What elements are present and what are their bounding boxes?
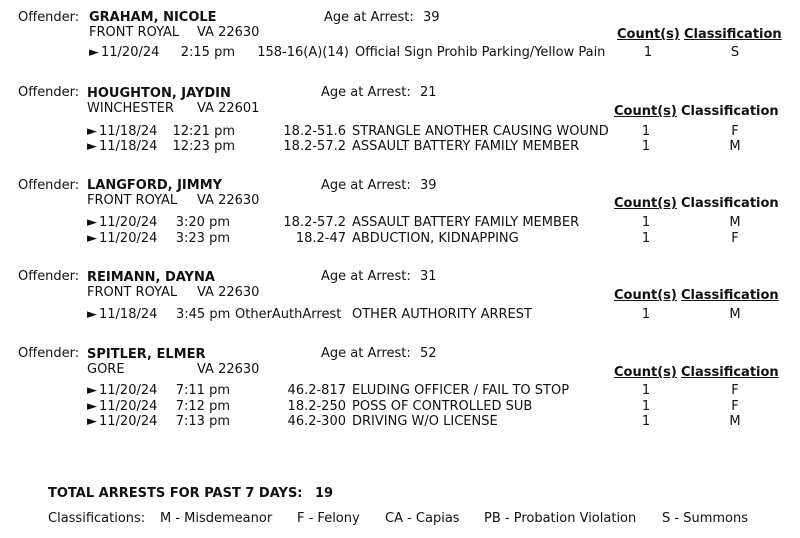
- charge-time: 3:23 pm: [175, 231, 230, 246]
- charge-date: 11/20/24: [99, 399, 158, 414]
- charge-classification: M: [729, 139, 741, 154]
- charge-counts: 1: [641, 215, 651, 230]
- charge-time: 3:20 pm: [175, 215, 230, 230]
- charge-date: 11/20/24: [101, 45, 160, 60]
- legend-item: F - Felony: [297, 511, 360, 526]
- offender-city: FRONT ROYAL: [87, 285, 178, 300]
- charge-date: 11/18/24: [99, 124, 158, 139]
- age-label: Age at Arrest:: [321, 85, 411, 100]
- charge-counts: 1: [641, 139, 651, 154]
- offender-name: REIMANN, DAYNA: [87, 270, 215, 285]
- arrow-icon: ►: [87, 307, 97, 322]
- offender-state-zip: VA 22601: [197, 101, 260, 116]
- charge-description: ASSAULT BATTERY FAMILY MEMBER: [352, 139, 580, 154]
- offender-city: WINCHESTER: [87, 101, 174, 116]
- legend-item: S - Summons: [662, 511, 748, 526]
- charge-description: DRIVING W/O LICENSE: [352, 414, 498, 429]
- charge-classification: F: [731, 399, 739, 414]
- classification-header: Classification: [681, 104, 779, 119]
- age-label: Age at Arrest:: [321, 269, 411, 284]
- charge-counts: 1: [641, 414, 651, 429]
- offender-label: Offender:: [18, 178, 80, 193]
- totals-value: 19: [315, 486, 334, 501]
- charge-code: 18.2-250: [287, 399, 346, 414]
- offender-label: Offender:: [18, 10, 80, 25]
- offender-label: Offender:: [18, 269, 80, 284]
- charge-description: POSS OF CONTROLLED SUB: [352, 399, 533, 414]
- charge-code: 18.2-47: [295, 231, 346, 246]
- charge-time: 7:11 pm: [175, 383, 230, 398]
- charge-classification: M: [729, 215, 741, 230]
- charge-classification: F: [731, 124, 739, 139]
- charge-time: 7:13 pm: [175, 414, 230, 429]
- charge-date: 11/20/24: [99, 383, 158, 398]
- offender-city: GORE: [87, 362, 125, 377]
- arrow-icon: ►: [89, 45, 99, 60]
- charge-time: 12:21 pm: [172, 124, 235, 139]
- charge-time: 3:45 pm: [176, 307, 231, 322]
- counts-header: Count(s): [614, 365, 677, 380]
- charge-date: 11/20/24: [99, 414, 158, 429]
- charge-date: 11/20/24: [99, 215, 158, 230]
- charge-description: ASSAULT BATTERY FAMILY MEMBER: [352, 215, 580, 230]
- charge-description: STRANGLE ANOTHER CAUSING WOUND: [352, 124, 609, 139]
- offender-city: FRONT ROYAL: [89, 25, 180, 40]
- charge-date: 11/18/24: [99, 307, 158, 322]
- counts-header: Count(s): [614, 288, 677, 303]
- age-label: Age at Arrest:: [321, 346, 411, 361]
- classification-header: Classification: [681, 288, 779, 303]
- charge-classification: S: [730, 45, 740, 60]
- legend-item: CA - Capias: [385, 511, 460, 526]
- offender-state-zip: VA 22630: [197, 193, 260, 208]
- arrow-icon: ►: [87, 139, 97, 154]
- counts-header: Count(s): [617, 27, 680, 42]
- offender-state-zip: VA 22630: [197, 362, 260, 377]
- legend-item: M - Misdemeanor: [160, 511, 273, 526]
- age-value: 39: [423, 10, 440, 25]
- charge-counts: 1: [641, 231, 651, 246]
- charge-code: OtherAuthArrest: [235, 307, 342, 322]
- charge-classification: M: [729, 414, 741, 429]
- offender-name: SPITLER, ELMER: [87, 347, 206, 362]
- charge-description: OTHER AUTHORITY ARREST: [352, 307, 532, 322]
- charge-description: Official Sign Prohib Parking/Yellow Pain: [355, 45, 606, 60]
- age-value: 39: [420, 178, 437, 193]
- charge-description: ELUDING OFFICER / FAIL TO STOP: [352, 383, 570, 398]
- classification-header: Classification: [681, 196, 779, 211]
- offender-state-zip: VA 22630: [197, 25, 260, 40]
- offender-state-zip: VA 22630: [197, 285, 260, 300]
- charge-time: 12:23 pm: [172, 139, 235, 154]
- arrow-icon: ►: [87, 215, 97, 230]
- offender-name: HOUGHTON, JAYDIN: [87, 86, 231, 101]
- age-value: 21: [420, 85, 437, 100]
- arrow-icon: ►: [87, 231, 97, 246]
- legend-item: PB - Probation Violation: [484, 511, 637, 526]
- arrow-icon: ►: [87, 414, 97, 429]
- charge-classification: M: [729, 307, 741, 322]
- offender-name: LANGFORD, JIMMY: [87, 178, 223, 193]
- age-value: 31: [420, 269, 437, 284]
- charge-code: 18.2-57.2: [283, 139, 346, 154]
- charge-counts: 1: [641, 399, 651, 414]
- charge-description: ABDUCTION, KIDNAPPING: [352, 231, 519, 246]
- totals-label: TOTAL ARRESTS FOR PAST 7 DAYS:: [48, 486, 303, 501]
- charge-code: 158-16(A)(14): [257, 45, 349, 60]
- charge-classification: F: [731, 383, 739, 398]
- age-label: Age at Arrest:: [321, 178, 411, 193]
- charge-code: 18.2-51.6: [283, 124, 346, 139]
- charge-date: 11/18/24: [99, 139, 158, 154]
- charge-code: 46.2-817: [287, 383, 346, 398]
- charge-time: 7:12 pm: [175, 399, 230, 414]
- charge-classification: F: [731, 231, 739, 246]
- classification-header: Classification: [684, 27, 782, 42]
- charge-counts: 1: [641, 124, 651, 139]
- charge-time: 2:15 pm: [180, 45, 235, 60]
- arrow-icon: ►: [87, 399, 97, 414]
- offender-name: GRAHAM, NICOLE: [89, 10, 217, 25]
- offender-label: Offender:: [18, 346, 80, 361]
- charge-counts: 1: [643, 45, 653, 60]
- counts-header: Count(s): [614, 196, 677, 211]
- counts-header: Count(s): [614, 104, 677, 119]
- offender-city: FRONT ROYAL: [87, 193, 178, 208]
- charge-date: 11/20/24: [99, 231, 158, 246]
- charge-counts: 1: [641, 307, 651, 322]
- charge-code: 18.2-57.2: [283, 215, 346, 230]
- offender-label: Offender:: [18, 85, 80, 100]
- arrow-icon: ►: [87, 383, 97, 398]
- age-value: 52: [420, 346, 437, 361]
- legend-title: Classifications:: [48, 511, 146, 526]
- charge-code: 46.2-300: [287, 414, 346, 429]
- arrow-icon: ►: [87, 124, 97, 139]
- age-label: Age at Arrest:: [324, 10, 414, 25]
- charge-counts: 1: [641, 383, 651, 398]
- classification-header: Classification: [681, 365, 779, 380]
